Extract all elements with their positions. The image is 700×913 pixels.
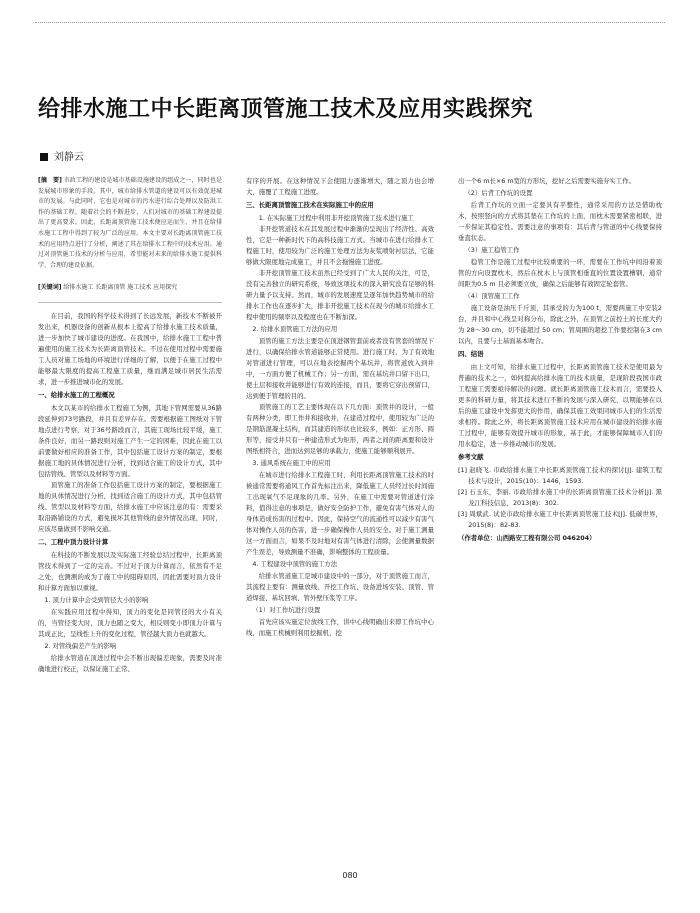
reference-item: [1] 赵晓飞. 市政给排水施工中长距离顶管施工技术的探讨[J]. 建筑工程技术与设计，2015(10)：1446，1593.	[458, 466, 662, 485]
paragraph: 本文以某市的给排水工程施工为例，其地下管网需要从36路段延伸到73号路段，并且有差异存在。需要根据施工图纸对下管地点进行考察，对于36号路段而言，其施工现场比较平缓，施工条件良好，而另一路段则对施工产生一定的困难，因此在施工以前要做好相应的准备工作，其中包括施工设计方案的制定，要根据施工地的具体情况进行分析，找到适合施工的设计方式，其中包括管线、管型以及材料等方面。	[38, 403, 222, 478]
paragraph: 在目前，我国的科学技术得到了长远发展，新技术不断被开发出来，机器设备的创新从根本上提高了给排水施工技术质量，进一步加快了城市建设的进度。在我国中，给排水施工工程中普遍使用的施工技术为长距离顶管技术。不过在使用过程中需要施工人员对施工场地的环境进行详细的了解，以便于在施工过程中能够最大限度的提高工程施工质量，继而满足城市居民生活需求，进一步推进城市化的发展。	[38, 311, 222, 386]
author-line	[40, 148, 84, 163]
subsection-heading: 4. 工程建设中顶管的施工方法	[252, 560, 338, 568]
column-3	[458, 176, 662, 544]
subsection-heading: 1. 顶力计算中会受到管径大小的影响	[44, 595, 149, 604]
paragraph: 稳管工作是施工过程中比较重要的一环，需要在工作坑中间沿着顶管的方向设置枕木，然后在枕木上与顶管相垂直的位置设置槽钢，通常间距为0.5 m 且必须要立放，确保之后能够有效固定轮套管。	[458, 258, 662, 288]
keywords-label: [关键词]	[38, 284, 62, 292]
section-heading: 一、给排水施工的工程概况	[38, 390, 115, 399]
subsection-heading: 2. 对管线偏差产生的影响	[44, 641, 117, 650]
subsection-heading: 2. 给排水顶管施工方法的应用	[252, 325, 338, 333]
subsection-heading: （3）施工稳管工作	[464, 246, 520, 254]
paragraph: 后背工作坑的立面一定要具有平整性，通常采用的方法是借助枕木，按照竖向的方式将其垫在工作坑的上面，而枕木需要紧密相联，进一步保证其稳定性。需要注意的事项有：其后背与管道的中心线要保持垂直状态。	[458, 201, 662, 242]
abstract	[38, 176, 222, 271]
subsection-heading: 1. 在实际施工过程中利用非开挖顶管施工技术进行施工	[258, 214, 414, 222]
header-rule	[35, 22, 665, 23]
paragraph: 给排水管道在顶进过程中会不断出现偏差现象，需要及时准确地进行校正，以保证施工正常、	[38, 653, 222, 673]
paragraph: 非开挖管道技术在其发展过程中渐渐的呈现出了经济性、高效性，它是一种新时代下的高科技施工方式。当城市在进行给排水工程施工时，使用较为广泛的施工处理方法为灰浆喷射衬层法，它能够做大限度地完成施工，并且不会拖慢施工进度。	[246, 225, 434, 266]
paragraph: 在实践应用过程中得知，顶力的变化是同管径的大小有关的，当管径变大时，顶力也随之变大，相反则变小即顶力计算与其成正比，呈线性上升的变化过程，管径越大顶力也就越大。	[38, 607, 222, 638]
section-heading: 四、结语	[458, 350, 484, 358]
keywords	[38, 283, 222, 303]
keywords-text: 给排水施工 长距离顶管 施工技术 应用探究	[63, 284, 178, 292]
page-number: 080	[342, 871, 358, 880]
abstract-text: 市政工程的建设是城市基础设施建设的组成之一，同时也是发展城市形象的手段。其中，城市给排水管道的建设可以有效促进城市的发展。与此同时，它也是对城市的污水进行综合处理以及防洪工作的基础工程。随着社会的不断进步，人们对城市的基础工程建设提出了更高要求。因此，长距离顶管施工技术便应运而生，并且在给排水施工工程中得到了较为广泛的应用。本文主要对长距离顶管施工技术的应用特点进行了分析，阐述了其在给排水工程中的技术应用。通过对顶管施工技术的分析与应用，希望能对未来的给排水施工提供科学、合理的建设依据。	[38, 177, 222, 269]
paragraph: 在城市进行给排水工程施工时，利用长距离顶管施工技术的时候通常需要将通风工作首先标注出来，降低施工人员经过长时间施工出现氧气不足现象的几率。另外，在施工中需要对管道进行涂料，值得注意的事项是，做好安全防护工作，避免有害气体对人的身体造成伤害的过程中。因此，保持空气的流通性可以减少有害气体对操作人员的伤害，进一步确保操作人员的安全。对于施工测量这一方面而言，如果不及时地对有害气体进行清除，会使测量数据产生误差，导致测量不准确，影响整体的工程质量。	[246, 471, 434, 556]
paragraph: 顶管施工的工艺主要体现在以下几方面：顶管井的设计，一般有两种分类，即工作井和接收井，在建造过程中，使用较为广泛的是钢筋混凝土结构，而其建造的形状也比较多，例如：正方形、圆形等，接受井只有一种建造形式为矩形，两者之间的距离要和设计图纸相符合，进而达到足够的承载力，使施工能够顺利展开。	[246, 403, 434, 455]
author-affiliation: （作者单位：山西路安工程有限公司 046204）	[458, 534, 596, 542]
reference-item: [2] 石玉东，李丽. 市政给排水施工中的长距离顶管施工技术分析[J]. 黑龙江科技信息，2013(8)：302.	[458, 488, 662, 507]
paragraph: 施工设备是油压千斤顶，其承受的力为100 t，需要两施工中安装2台，并且和中心线呈对称分布，除此之外，在顶管之前控土的长度大约为 28～30 cm，切不能超过 50 cm；管周围的超挖工作要控制在3 cm以内，且要与土基面基本吻合。	[458, 304, 662, 345]
square-bullet-icon	[40, 153, 48, 161]
reference-item: [3] 周斌武. 试论市政给排水施工中长距离顶管施工技术[J]. 低碳世界，2015(8)：82-83.	[458, 510, 662, 529]
column-2	[246, 176, 434, 639]
paragraph: 由上文可知，给排水施工过程中，长距离顶管施工技术是使用最为普遍的技术之一，如何提高给排水施工的技术质量，是现阶段我国市政工程施工需要亟待解决的问题。就长距离顶管施工技术而言，需要投入更多的科研力量，将其技术进行不断的发展与深入研究，以期能够在以后的施工建设中发挥更大的作用，确保其施工效果同城市人们的生活需求相符。除此之外，将长距离顶管施工技术应用在城市建设的给排水施工过程中，能够有效提升城市的形象，基于此，才能够保障城市人们的用水稳定，进一步推动城市的发展。	[458, 363, 662, 448]
abstract-label: [摘 要]	[38, 177, 62, 184]
subsection-heading: （1）对工作坑进行设置	[252, 606, 321, 614]
subsection-heading: 3. 通风系统在施工中的应用	[252, 459, 331, 467]
column-1	[38, 176, 222, 675]
paragraph: 顶管的施工方法主要是在顶进钢管套前或者没有管套的情况下进行，以确保给排水管道能够正常使用。进行施工时，为了有效地对管道进行管理，可以在地表挖掘两个基坑井，将管道放入到井中，一方面方便了机械工作；另一方面，需在基坑井口留下出口，使土层和接收井能够进行有效的连接，而且，要将它穿出预留口，达到便于管理的目的。	[246, 337, 434, 400]
paragraph: 给排水管道施工是城市建设中的一部分，对于顶管施工而言，其流程主要有：测量放线、开挖工作坑、设备进场安装、顶管、管道焊接、基坑回填、管外壁压浆等工序。	[246, 572, 434, 602]
paragraph: 首先应该实施定位放线工作，讲中心线明确出来即工作坑中心线，而施工机械则利用挖掘机，挖	[246, 618, 434, 637]
author-name: 刘静云	[54, 152, 84, 163]
paragraph: 有序的开展。在这种情况下会使阻力逐渐增大，随之顶力也会增大，施覆了工程施工进度。	[246, 177, 434, 196]
section-heading: 三、长距离顶管施工技术在实际施工中的应用	[246, 201, 374, 209]
subsection-heading: （4）顶管施工工作	[464, 292, 520, 300]
subsection-heading: （2）后背工作坑的设置	[464, 189, 533, 197]
references-heading: 参考文献	[458, 453, 484, 461]
section-heading: 二、工程中顶力设计计算	[38, 537, 109, 546]
paragraph: 在科技的不断发展以及实际施工经验总结过程中，长距离顶管技术得到了一定的完善。不过对于顶力计算而言，依然有不足之处，也测测的成为了施工中的阻碍原因，因此需要对顶力设计和计算方面加以重视。	[38, 550, 222, 592]
paragraph: 非开挖顶管施工技术虽然已经受到了广大人民的关注，可是，没有完善独立的研究系统，导致这项技术的深入研究没有足够的科研力量予以支持。然而，城市的发展速度呈逐年加快趋势城市的给排水工作也在逐步扩大，排非开挖施工技术在现今的城市给排水工程中使用的频率以及程度也在不断加深。	[246, 269, 434, 321]
paragraph: 出一个6 m长×6 m宽的方形坑，挖好之后需要实施夯实工作。	[458, 177, 635, 185]
article-title: 给排水施工中长距离顶管施工技术及应用实践探究	[38, 97, 534, 122]
paragraph: 顶管施工的准备工作包括施工设计方案的制定，要根据施工地的具体情况进行分析，找到适合施工的设计方式，其中包括管线、管型以及材料等方面，给排水施工中应该注意的有：需要采取沿路铺设的方式，避免损坏其他管线的意外情况出现，同时，应该尽量做到不影响交通。	[38, 480, 222, 533]
